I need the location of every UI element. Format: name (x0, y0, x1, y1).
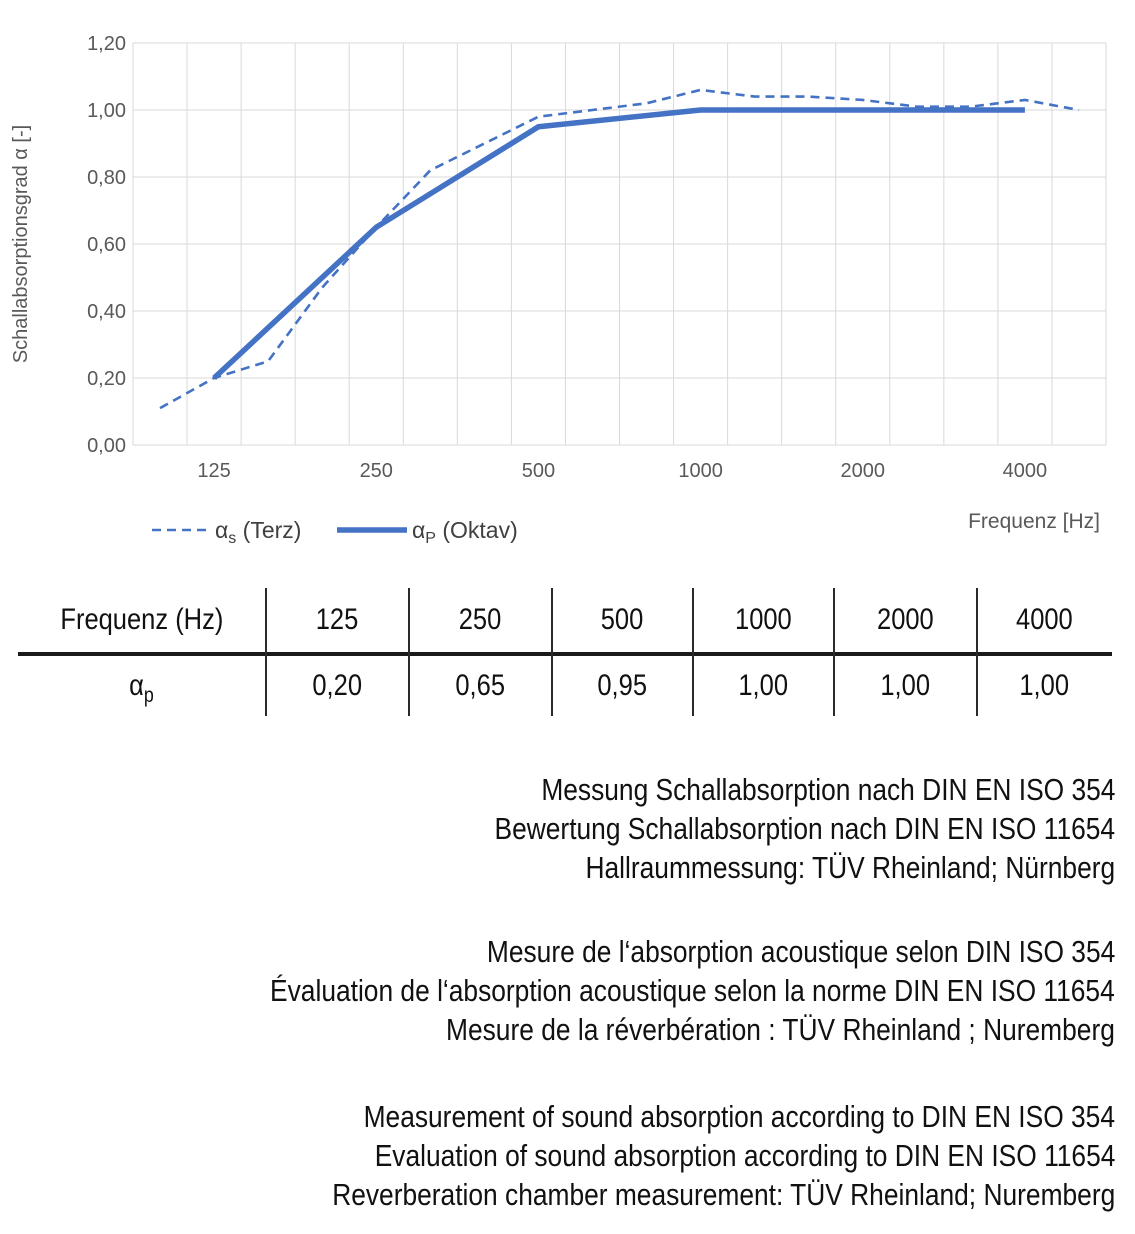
table-value-cell: 0,20 (312, 669, 363, 702)
svg-text:4000: 4000 (1002, 460, 1048, 482)
table-column-line (265, 588, 267, 716)
svg-text:0,80: 0,80 (87, 167, 126, 189)
note-line: Bewertung Schallabsorption nach DIN EN ISO 11654 (494, 811, 1115, 846)
note-line: Evaluation of sound absorption according to DIN EN ISO 11654 (374, 1138, 1115, 1173)
table-value-cell: 1,00 (1019, 669, 1070, 702)
table-value-cell: 1,00 (738, 669, 789, 702)
note-line: Mesure de la réverbération : TÜV Rheinland ; Nuremberg (446, 1012, 1115, 1047)
table-column-line (692, 588, 694, 716)
table-column-line (551, 588, 553, 716)
svg-text:250: 250 (359, 460, 393, 482)
sound-absorption-chart (0, 0, 1135, 565)
notes-french (35, 932, 1115, 1049)
table-header-cell: 500 (601, 603, 644, 636)
alpha-symbol: α (129, 669, 145, 702)
table-header-cell: Frequenz (Hz) (60, 603, 224, 636)
svg-text:0,60: 0,60 (87, 234, 126, 256)
table-value-cell: 0,65 (455, 669, 506, 702)
svg-text:0,20: 0,20 (87, 368, 126, 390)
svg-text:1,20: 1,20 (87, 33, 126, 55)
x-axis-tick-labels (197, 460, 1047, 482)
y-axis-title: Schallabsorptionsgrad α [-] (10, 124, 32, 364)
table-column-line (833, 588, 835, 716)
legend-label: $\alpha_P$ (Oktav) (412, 517, 518, 547)
table-header-cell: 250 (459, 603, 502, 636)
table-value-row (18, 656, 1112, 716)
note-line: Hallraummessung: TÜV Rheinland; Nürnberg (585, 850, 1115, 885)
row-label-alpha-p (18, 656, 266, 716)
svg-text:125: 125 (197, 460, 231, 482)
y-axis-tick-labels (87, 33, 126, 457)
svg-text:1,00: 1,00 (87, 100, 126, 122)
absorption-table (18, 588, 1112, 716)
table-value-cell: 1,00 (880, 669, 931, 702)
table-header-cell: 4000 (1016, 603, 1073, 636)
svg-text:500: 500 (521, 460, 556, 482)
table-header-cell: 125 (316, 603, 359, 636)
table-column-line (408, 588, 410, 716)
table-header-row (18, 588, 1112, 652)
table-value-cell: 0,95 (597, 669, 648, 702)
note-line: Évaluation de l‘absorption acoustique selon la norme DIN EN ISO 11654 (270, 973, 1115, 1008)
note-line: Measurement of sound absorption according to DIN EN ISO 354 (363, 1099, 1115, 1134)
svg-text:2000: 2000 (840, 460, 885, 482)
note-line: Mesure de l‘absorption acoustique selon DIN ISO 354 (486, 934, 1115, 969)
table-column-line (976, 588, 978, 716)
table-header-cell: 1000 (735, 603, 792, 636)
svg-text:1000: 1000 (678, 460, 723, 482)
table-header-cell: 2000 (877, 603, 934, 636)
svg-text:0,40: 0,40 (87, 301, 126, 323)
note-line: Messung Schallabsorption nach DIN EN ISO 354 (540, 772, 1115, 807)
note-line: Reverberation chamber measurement: TÜV Rheinland; Nuremberg (331, 1177, 1115, 1212)
x-axis-title: Frequenz [Hz] (968, 510, 1100, 533)
svg-text:0,00: 0,00 (87, 435, 126, 457)
chart-legend (152, 517, 518, 547)
notes-german (35, 770, 1115, 887)
legend-label: $\alpha_s$ (Terz) (215, 517, 302, 547)
gridlines (133, 43, 1106, 445)
notes-english (35, 1097, 1115, 1214)
alpha-subscript: p (144, 684, 155, 707)
